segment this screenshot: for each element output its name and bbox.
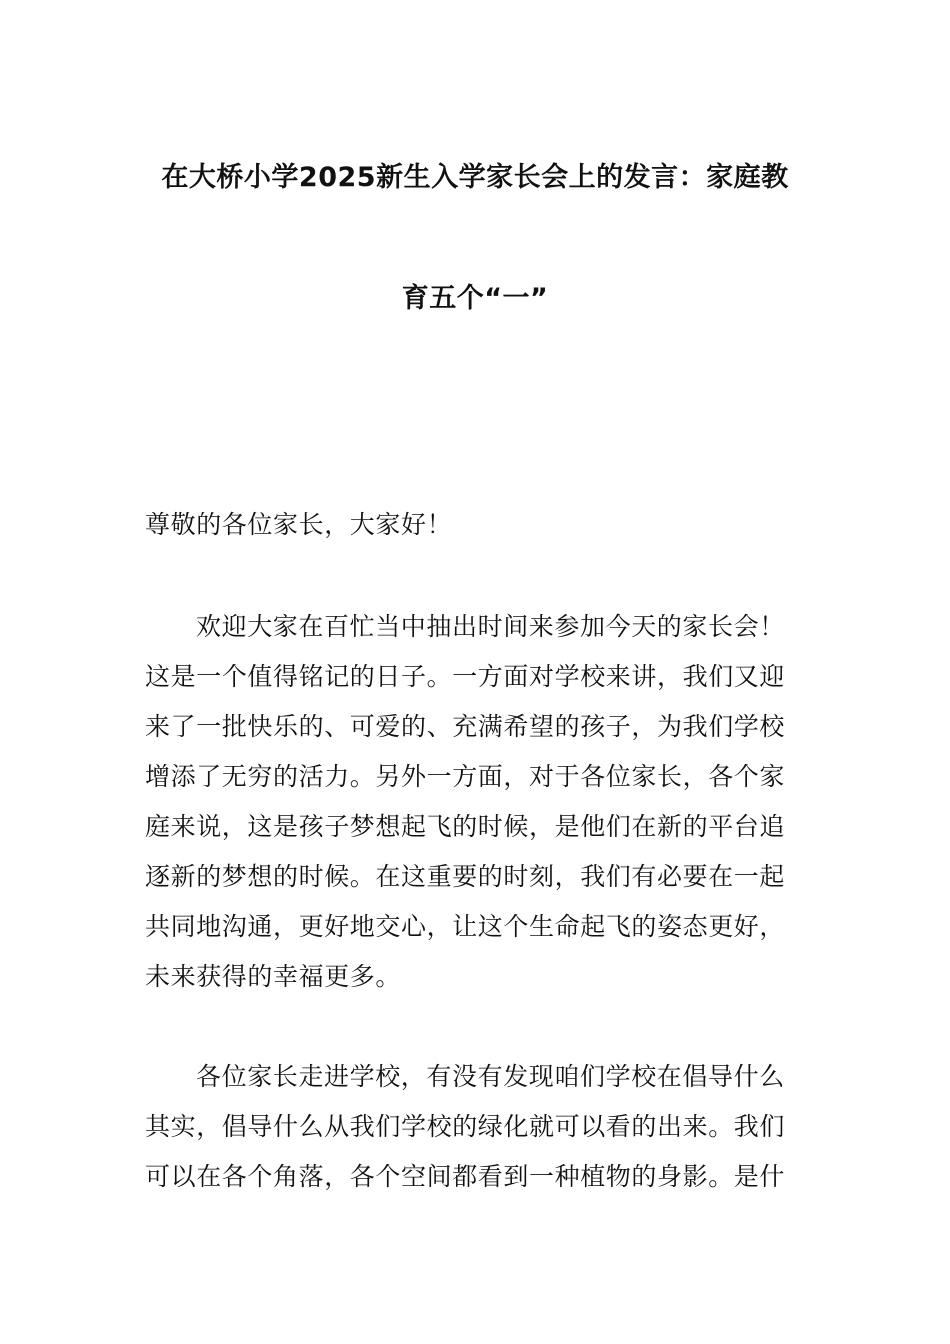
- paragraph-2-line: 可以在各个角落，各个空间都看到一种植物的身影。是什: [145, 1162, 786, 1191]
- paragraph-1-line: 未来获得的幸福更多。: [145, 962, 402, 991]
- paragraph-1-line: 共同地沟通，更好地交心，让这个生命起飞的姿态更好，: [145, 912, 786, 941]
- paragraph-1-line: 这是一个值得铭记的日子。一方面对学校来讲，我们又迎: [145, 662, 786, 691]
- paragraph-1-line: 来了一批快乐的、可爱的、充满希望的孩子，为我们学校: [145, 712, 786, 741]
- paragraph-1-line: 欢迎大家在百忙当中抽出时间来参加今天的家长会！: [196, 612, 785, 641]
- paragraph-1-line: 逐新的梦想的时候。在这重要的时刻，我们有必要在一起: [145, 862, 786, 891]
- paragraph-2-line: 各位家长走进学校，有没有发现咱们学校在倡导什么: [196, 1062, 785, 1091]
- document-title-line-2: 育五个“一”: [401, 283, 549, 314]
- document-title-line-1: 在大桥小学2025新生入学家长会上的发言：家庭教: [161, 162, 789, 193]
- paragraph-1-line: 增添了无穷的活力。另外一方面，对于各位家长，各个家: [145, 762, 786, 791]
- paragraph-2-line: 其实，倡导什么从我们学校的绿化就可以看的出来。我们: [145, 1112, 786, 1141]
- greeting: 尊敬的各位家长，大家好！: [145, 510, 453, 539]
- paragraph-1-line: 庭来说，这是孩子梦想起飞的时候，是他们在新的平台追: [145, 812, 786, 841]
